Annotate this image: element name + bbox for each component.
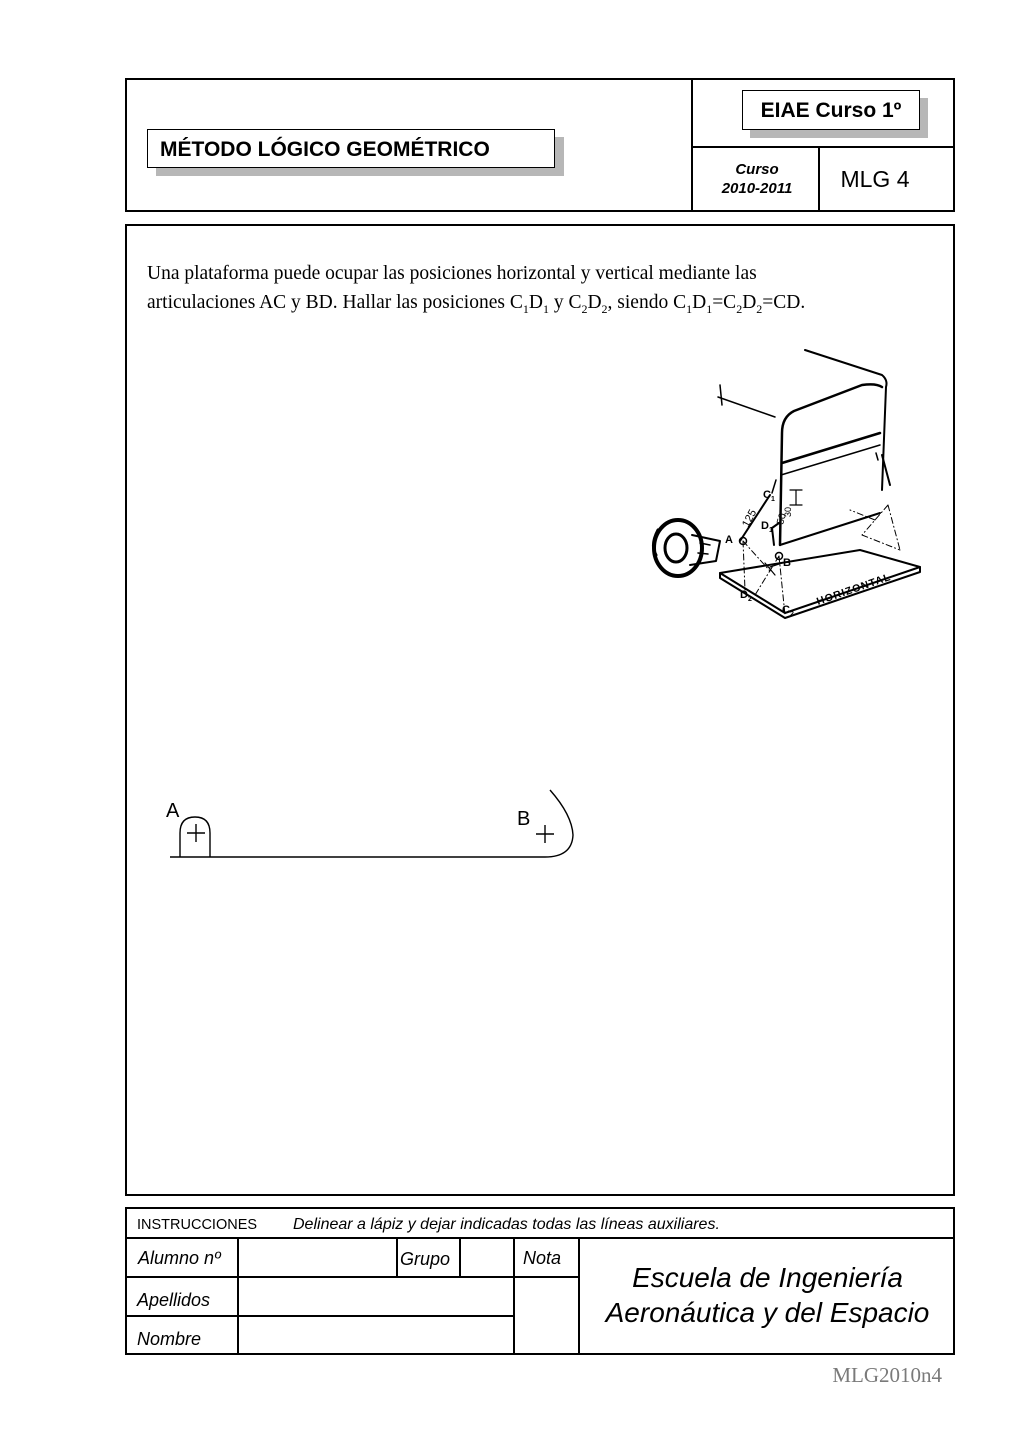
document-code: MLG2010n4 — [832, 1363, 942, 1387]
alumno-field[interactable] — [240, 1239, 395, 1275]
platform-label: HORIZONTAL — [815, 571, 893, 608]
title-block-divider — [396, 1238, 398, 1277]
statement-line-1: Una plataforma puede ocupar las posiciones horizontal y vertical mediante las — [147, 263, 757, 284]
title-block-divider — [237, 1238, 239, 1355]
apellidos-field[interactable] — [240, 1278, 512, 1314]
label-a: A — [725, 534, 733, 546]
reference-figure — [650, 345, 930, 630]
label-d1: $D_1$ — [761, 520, 773, 534]
subscript: 1 — [686, 301, 693, 316]
subscript: 2 — [581, 301, 588, 316]
alumno-label: Alumno nº — [138, 1248, 221, 1268]
header-divider — [691, 78, 693, 212]
construction-figure — [160, 785, 590, 870]
statement-text: =CD. — [762, 292, 806, 313]
statement-text: articulaciones AC y BD. Hallar las posiciones C — [147, 292, 523, 313]
label-c2: $C_2$ — [782, 604, 794, 618]
sheet-code: MLG 4 — [840, 166, 910, 192]
problem-statement — [147, 259, 934, 317]
course-badge: EIAE Curso 1º — [742, 90, 920, 130]
dimension-small: 30 — [783, 506, 793, 517]
subscript: 2 — [736, 301, 743, 316]
statement-text: , siendo C — [607, 292, 687, 313]
statement-text: =C — [712, 292, 737, 313]
subscript: 1 — [542, 301, 549, 316]
subscript: 1 — [522, 301, 529, 316]
course-year-label: Curso — [735, 161, 779, 178]
title-block-divider — [513, 1238, 515, 1355]
page-title: MÉTODO LÓGICO GEOMÉTRICO — [147, 129, 555, 168]
label-d2: $D_2$ — [740, 589, 752, 603]
nombre-field[interactable] — [240, 1317, 512, 1354]
label-b: B — [783, 557, 791, 569]
subscript: 2 — [601, 301, 608, 316]
header-divider — [691, 146, 955, 148]
dimension-bd: 50 — [775, 512, 789, 526]
school-name-line-2: Aeronáutica y del Espacio — [605, 1297, 930, 1328]
subscript: 1 — [706, 301, 713, 316]
apellidos-label: Apellidos — [137, 1290, 211, 1310]
course-year-value: 2010-2011 — [721, 180, 793, 197]
course-year — [694, 160, 820, 198]
label-c1: $C_1$ — [763, 489, 775, 503]
school-name-line-1: Escuela de Ingeniería — [632, 1262, 903, 1293]
statement-text: y C — [548, 292, 582, 313]
dimension-ac: 125 — [740, 507, 760, 530]
grupo-field[interactable] — [462, 1239, 512, 1275]
statement-text: D — [692, 292, 707, 313]
nombre-label: Nombre — [137, 1329, 202, 1349]
point-a-label: A — [166, 800, 180, 822]
subscript: 2 — [756, 301, 763, 316]
point-b-label: B — [517, 808, 531, 830]
nota-label: Nota — [523, 1248, 562, 1268]
statement-text: D — [528, 292, 543, 313]
instructions-label: INSTRUCCIONES — [137, 1217, 258, 1233]
school-name — [580, 1260, 955, 1330]
grupo-label: Grupo — [400, 1249, 451, 1269]
nota-field[interactable] — [516, 1278, 577, 1354]
statement-text: D — [587, 292, 602, 313]
title-block-divider — [459, 1238, 461, 1277]
instructions-text: Delinear a lápiz y dejar indicadas todas las líneas auxiliares. — [293, 1216, 720, 1233]
statement-text: D — [742, 292, 757, 313]
